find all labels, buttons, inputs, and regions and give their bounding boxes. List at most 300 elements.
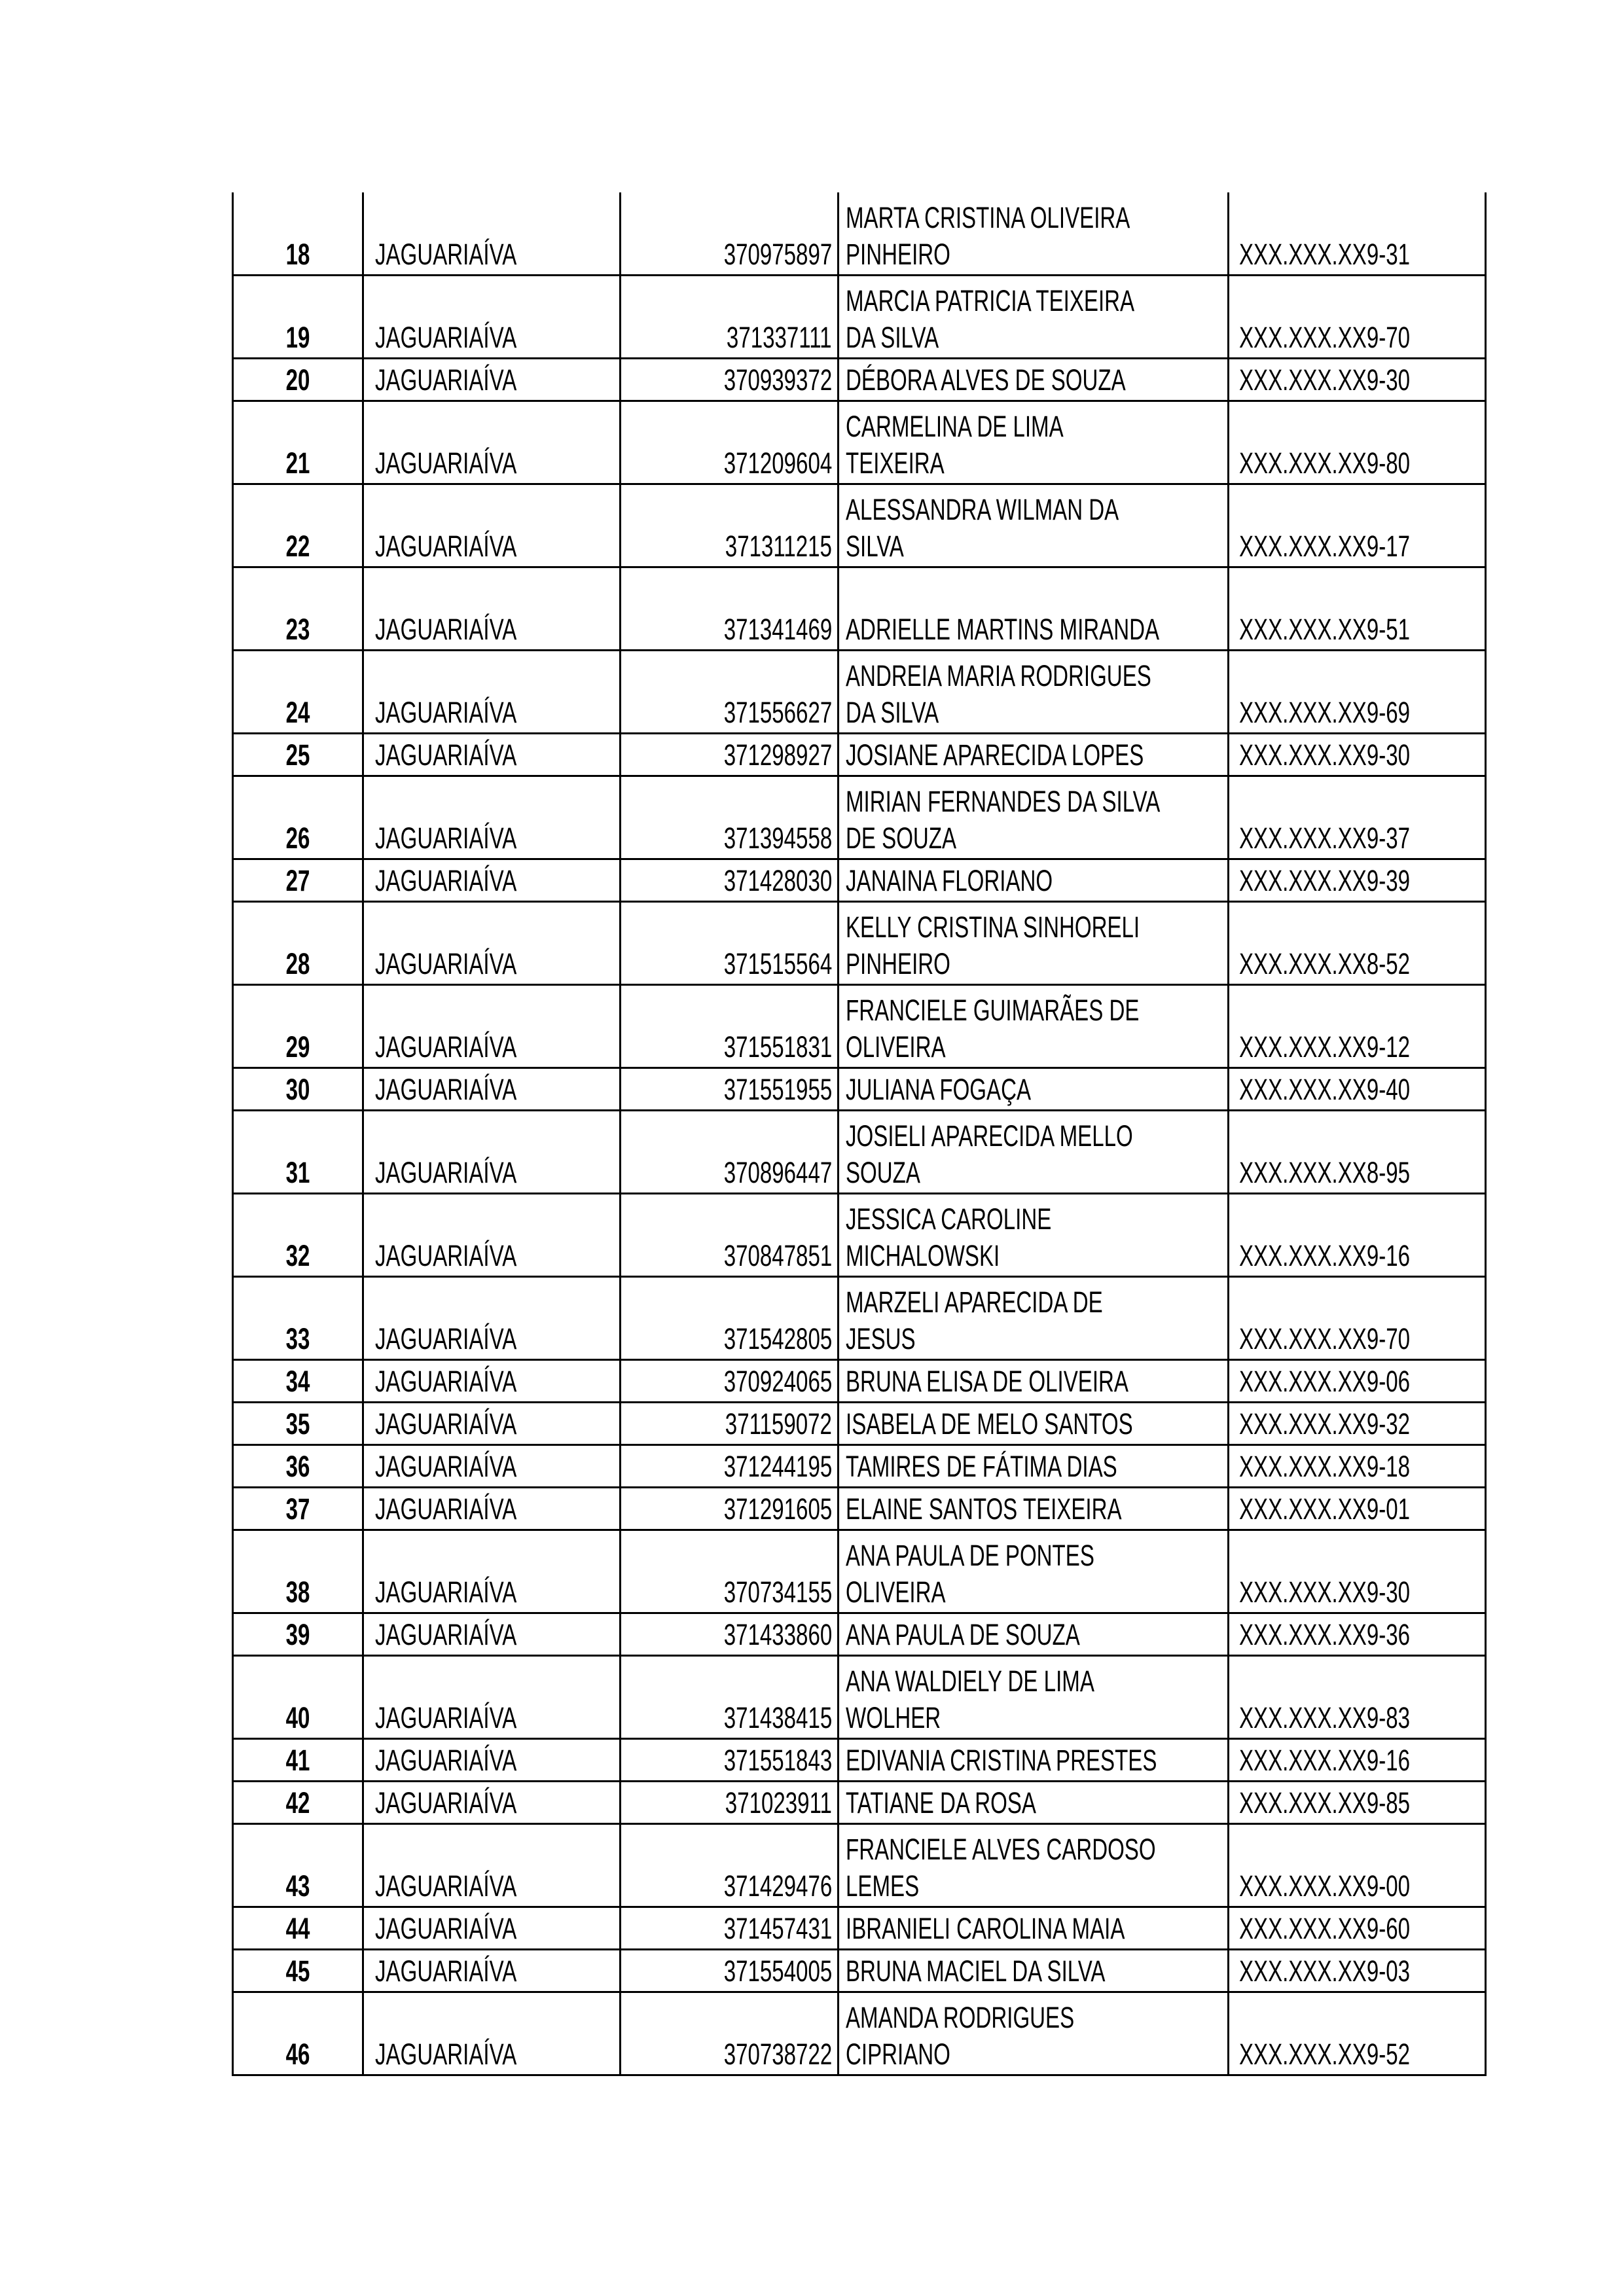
nis-code-cell-text: 370975897 [723, 238, 832, 271]
nis-code-cell [619, 777, 837, 858]
table-row [232, 1278, 1487, 1361]
city-cell [362, 1657, 619, 1738]
row-number-cell-text: 32 [285, 1239, 310, 1272]
nis-code-cell-text: 371298927 [723, 738, 832, 772]
city-cell [362, 276, 619, 357]
table-row [232, 402, 1487, 485]
city-cell [362, 986, 619, 1067]
city-cell-text: JAGUARIAÍVA [375, 1322, 517, 1355]
nis-code-cell-text: 371341469 [723, 613, 832, 646]
cpf-cell [1227, 1446, 1487, 1486]
cpf-cell-text: XXX.XXX.XX9-30 [1239, 1575, 1411, 1609]
row-number-cell [232, 1950, 362, 1991]
table-row [232, 1361, 1487, 1403]
nis-code-cell [619, 1531, 837, 1612]
city-cell [362, 1950, 619, 1991]
name-line: MARZELI APARECIDA DE [846, 1285, 1103, 1319]
row-number-cell [232, 485, 362, 566]
name-line: ADRIELLE MARTINS MIRANDA [846, 613, 1160, 646]
nis-code-cell-text: 371428030 [723, 864, 832, 897]
cpf-cell-text: XXX.XXX.XX9-01 [1239, 1492, 1411, 1526]
row-number-cell [232, 903, 362, 984]
cpf-cell-text: XXX.XXX.XX9-39 [1239, 864, 1411, 897]
table-row [232, 485, 1487, 568]
table-row [232, 1194, 1487, 1278]
row-number-cell [232, 1194, 362, 1276]
name-cell [837, 777, 1227, 858]
row-number-cell-text: 37 [285, 1492, 310, 1526]
cpf-cell [1227, 1194, 1487, 1276]
name-cell [837, 1908, 1227, 1948]
table-row [232, 860, 1487, 903]
row-number-cell-text: 25 [285, 738, 310, 772]
name-line: AMANDA RODRIGUES [846, 2001, 1075, 2034]
cpf-cell [1227, 986, 1487, 1067]
nis-code-cell [619, 1825, 837, 1906]
cpf-cell-text: XXX.XXX.XX9-30 [1239, 363, 1411, 397]
nis-code-cell-text: 370896447 [723, 1156, 832, 1189]
cpf-cell-text: XXX.XXX.XX8-52 [1239, 947, 1411, 980]
cpf-cell-text: XXX.XXX.XX9-52 [1239, 2037, 1411, 2071]
cpf-cell-text: XXX.XXX.XX9-03 [1239, 1954, 1411, 1988]
cpf-cell-text: XXX.XXX.XX9-16 [1239, 1744, 1411, 1777]
row-number-cell-text: 41 [285, 1744, 310, 1777]
nis-code-cell-text: 371311215 [725, 529, 832, 563]
row-number-cell-text: 40 [285, 1701, 310, 1734]
name-line: MIRIAN FERNANDES DA SILVA [846, 785, 1161, 818]
nis-code-cell-text: 371433860 [723, 1618, 832, 1651]
row-number-cell-text: 27 [285, 864, 310, 897]
row-number-cell-text: 35 [285, 1407, 310, 1441]
city-cell [362, 1825, 619, 1906]
row-number-cell-text: 30 [285, 1073, 310, 1106]
name-line: JOSIANE APARECIDA LOPES [846, 738, 1144, 772]
cpf-cell [1227, 1278, 1487, 1359]
name-line: MICHALOWSKI [846, 1239, 1000, 1272]
cpf-cell [1227, 777, 1487, 858]
table-row [232, 192, 1487, 276]
name-line: BRUNA ELISA DE OLIVEIRA [846, 1365, 1128, 1398]
row-number-cell [232, 1740, 362, 1780]
name-line: WOLHER [846, 1701, 941, 1734]
table-row [232, 777, 1487, 860]
city-cell [362, 1278, 619, 1359]
cpf-cell [1227, 1782, 1487, 1823]
city-cell-text: JAGUARIAÍVA [375, 1869, 517, 1903]
name-line: ANDREIA MARIA RODRIGUES [846, 659, 1151, 692]
row-number-cell [232, 1614, 362, 1655]
name-cell [837, 1531, 1227, 1612]
name-cell [837, 1194, 1227, 1276]
cpf-cell-text: XXX.XXX.XX9-70 [1239, 321, 1411, 354]
row-number-cell-text: 21 [285, 446, 310, 480]
nis-code-cell-text: 371556627 [723, 696, 832, 729]
name-cell [837, 1993, 1227, 2074]
name-line: TAMIRES DE FÁTIMA DIAS [846, 1450, 1117, 1483]
cpf-cell-text: XXX.XXX.XX9-17 [1239, 529, 1411, 563]
row-number-cell-text: 23 [285, 613, 310, 646]
cpf-cell [1227, 651, 1487, 732]
row-number-cell [232, 1069, 362, 1109]
nis-code-cell [619, 860, 837, 901]
table-row [232, 1825, 1487, 1908]
city-cell [362, 1531, 619, 1612]
city-cell [362, 651, 619, 732]
city-cell-text: JAGUARIAÍVA [375, 321, 517, 354]
name-cell [837, 1657, 1227, 1738]
city-cell-text: JAGUARIAÍVA [375, 1407, 517, 1441]
cpf-cell-text: XXX.XXX.XX9-36 [1239, 1618, 1411, 1651]
nis-code-cell [619, 903, 837, 984]
name-line: DE SOUZA [846, 821, 957, 855]
nis-code-cell [619, 1194, 837, 1276]
name-line: JESUS [846, 1322, 916, 1355]
name-cell [837, 276, 1227, 357]
cpf-cell [1227, 1740, 1487, 1780]
row-number-cell [232, 1488, 362, 1529]
name-cell [837, 192, 1227, 274]
city-cell [362, 1403, 619, 1444]
nis-code-cell-text: 371457431 [723, 1912, 832, 1945]
cpf-cell-text: XXX.XXX.XX9-12 [1239, 1030, 1411, 1064]
city-cell-text: JAGUARIAÍVA [375, 1912, 517, 1945]
city-cell-text: JAGUARIAÍVA [375, 613, 517, 646]
nis-code-cell-text: 371394558 [723, 821, 832, 855]
city-cell-text: JAGUARIAÍVA [375, 1618, 517, 1651]
city-cell-text: JAGUARIAÍVA [375, 1744, 517, 1777]
city-cell-text: JAGUARIAÍVA [375, 2037, 517, 2071]
name-line: DA SILVA [846, 321, 939, 354]
cpf-cell-text: XXX.XXX.XX9-37 [1239, 821, 1411, 855]
city-cell [362, 1069, 619, 1109]
cpf-cell [1227, 1069, 1487, 1109]
name-cell [837, 1488, 1227, 1529]
nis-code-cell [619, 1782, 837, 1823]
city-cell-text: JAGUARIAÍVA [375, 1365, 517, 1398]
nis-code-cell [619, 1614, 837, 1655]
cpf-cell [1227, 1993, 1487, 2074]
city-cell-text: JAGUARIAÍVA [375, 363, 517, 397]
city-cell [362, 485, 619, 566]
row-number-cell-text: 29 [285, 1030, 310, 1064]
city-cell-text: JAGUARIAÍVA [375, 1030, 517, 1064]
nis-code-cell [619, 568, 837, 649]
row-number-cell [232, 192, 362, 274]
row-number-cell-text: 24 [285, 696, 310, 729]
table-row [232, 1488, 1487, 1531]
row-number-cell-text: 19 [285, 321, 310, 354]
name-cell [837, 1278, 1227, 1359]
nis-code-cell-text: 371244195 [723, 1450, 832, 1483]
table-row [232, 903, 1487, 986]
nis-code-cell [619, 1740, 837, 1780]
name-line: DA SILVA [846, 696, 939, 729]
table-row [232, 568, 1487, 651]
row-number-cell-text: 43 [285, 1869, 310, 1903]
cpf-cell [1227, 1361, 1487, 1401]
table-row [232, 1403, 1487, 1446]
nis-code-cell-text: 371023911 [725, 1786, 832, 1820]
row-number-cell-text: 44 [285, 1912, 310, 1945]
city-cell [362, 192, 619, 274]
cpf-cell [1227, 1531, 1487, 1612]
row-number-cell-text: 33 [285, 1322, 310, 1355]
name-line: BRUNA MACIEL DA SILVA [846, 1954, 1106, 1988]
name-cell [837, 485, 1227, 566]
name-cell [837, 1614, 1227, 1655]
row-number-cell [232, 1111, 362, 1193]
nis-code-cell-text: 370734155 [723, 1575, 832, 1609]
cpf-cell-text: XXX.XXX.XX9-32 [1239, 1407, 1411, 1441]
row-number-cell-text: 38 [285, 1575, 310, 1609]
row-number-cell-text: 26 [285, 821, 310, 855]
city-cell [362, 1194, 619, 1276]
city-cell-text: JAGUARIAÍVA [375, 864, 517, 897]
nis-code-cell [619, 1069, 837, 1109]
nis-code-cell-text: 370738722 [723, 2037, 832, 2071]
nis-code-cell-text: 371542805 [723, 1322, 832, 1355]
table-row [232, 1111, 1487, 1194]
nis-code-cell [619, 1278, 837, 1359]
name-line: JULIANA FOGAÇA [846, 1073, 1032, 1106]
cpf-cell-text: XXX.XXX.XX9-80 [1239, 446, 1411, 480]
name-cell [837, 568, 1227, 649]
row-number-cell [232, 1446, 362, 1486]
name-cell [837, 734, 1227, 775]
nis-code-cell-text: 370939372 [723, 363, 832, 397]
name-cell [837, 1446, 1227, 1486]
beneficiary-table [232, 192, 1487, 2076]
name-line: TATIANE DA ROSA [846, 1786, 1036, 1820]
city-cell [362, 568, 619, 649]
name-line: CARMELINA DE LIMA [846, 410, 1064, 443]
city-cell [362, 1361, 619, 1401]
nis-code-cell [619, 986, 837, 1067]
cpf-cell [1227, 402, 1487, 483]
nis-code-cell [619, 1488, 837, 1529]
city-cell [362, 402, 619, 483]
nis-code-cell [619, 1361, 837, 1401]
table-row [232, 986, 1487, 1069]
cpf-cell-text: XXX.XXX.XX9-51 [1239, 613, 1411, 646]
name-cell [837, 1361, 1227, 1401]
name-cell [837, 903, 1227, 984]
name-cell [837, 1782, 1227, 1823]
nis-code-cell [619, 1657, 837, 1738]
nis-code-cell [619, 1111, 837, 1193]
nis-code-cell-text: 371551831 [723, 1030, 832, 1064]
cpf-cell [1227, 568, 1487, 649]
nis-code-cell [619, 485, 837, 566]
city-cell [362, 359, 619, 400]
name-cell [837, 651, 1227, 732]
city-cell-text: JAGUARIAÍVA [375, 1954, 517, 1988]
row-number-cell [232, 1278, 362, 1359]
row-number-cell-text: 36 [285, 1450, 310, 1483]
city-cell [362, 1446, 619, 1486]
nis-code-cell-text: 371209604 [723, 446, 832, 480]
row-number-cell [232, 1361, 362, 1401]
name-line: IBRANIELI CAROLINA MAIA [846, 1912, 1125, 1945]
cpf-cell [1227, 903, 1487, 984]
name-line: EDIVANIA CRISTINA PRESTES [846, 1744, 1157, 1777]
name-line: OLIVEIRA [846, 1575, 946, 1609]
city-cell-text: JAGUARIAÍVA [375, 529, 517, 563]
city-cell [362, 1740, 619, 1780]
table-row [232, 1782, 1487, 1825]
row-number-cell-text: 45 [285, 1954, 310, 1988]
name-line: ANA WALDIELY DE LIMA [846, 1664, 1094, 1698]
nis-code-cell-text: 371291605 [723, 1492, 832, 1526]
row-number-cell [232, 1825, 362, 1906]
name-line: LEMES [846, 1869, 920, 1903]
city-cell-text: JAGUARIAÍVA [375, 947, 517, 980]
nis-code-cell [619, 192, 837, 274]
row-number-cell-text: 20 [285, 363, 310, 397]
cpf-cell-text: XXX.XXX.XX9-60 [1239, 1912, 1411, 1945]
name-line: FRANCIELE GUIMARÃES DE [846, 994, 1140, 1027]
nis-code-cell-text: 371551843 [723, 1744, 832, 1777]
cpf-cell [1227, 1908, 1487, 1948]
row-number-cell [232, 1531, 362, 1612]
city-cell-text: JAGUARIAÍVA [375, 446, 517, 480]
name-cell [837, 1950, 1227, 1991]
name-line: MARCIA PATRICIA TEIXEIRA [846, 284, 1135, 317]
nis-code-cell-text: 371551955 [723, 1073, 832, 1106]
nis-code-cell [619, 1403, 837, 1444]
name-line: JOSIELI APARECIDA MELLO [846, 1119, 1133, 1153]
name-cell [837, 1403, 1227, 1444]
city-cell-text: JAGUARIAÍVA [375, 238, 517, 271]
city-cell-text: JAGUARIAÍVA [375, 1239, 517, 1272]
name-line: JANAINA FLORIANO [846, 864, 1053, 897]
city-cell-text: JAGUARIAÍVA [375, 821, 517, 855]
name-cell [837, 1069, 1227, 1109]
row-number-cell [232, 986, 362, 1067]
cpf-cell [1227, 1111, 1487, 1193]
cpf-cell [1227, 1657, 1487, 1738]
table-row [232, 276, 1487, 359]
cpf-cell-text: XXX.XXX.XX9-40 [1239, 1073, 1411, 1106]
nis-code-cell [619, 1950, 837, 1991]
cpf-cell-text: XXX.XXX.XX9-18 [1239, 1450, 1411, 1483]
nis-code-cell [619, 734, 837, 775]
name-line: ALESSANDRA WILMAN DA [846, 493, 1119, 526]
row-number-cell-text: 22 [285, 529, 310, 563]
cpf-cell [1227, 1950, 1487, 1991]
cpf-cell [1227, 1488, 1487, 1529]
cpf-cell [1227, 485, 1487, 566]
nis-code-cell [619, 402, 837, 483]
row-number-cell [232, 777, 362, 858]
nis-code-cell-text: 370924065 [723, 1365, 832, 1398]
city-cell [362, 1908, 619, 1948]
name-line: KELLY CRISTINA SINHORELI [846, 910, 1140, 944]
name-line: TEIXEIRA [846, 446, 945, 480]
city-cell-text: JAGUARIAÍVA [375, 696, 517, 729]
city-cell [362, 1782, 619, 1823]
city-cell [362, 903, 619, 984]
row-number-cell-text: 34 [285, 1365, 310, 1398]
name-cell [837, 986, 1227, 1067]
table-row [232, 1993, 1487, 2076]
cpf-cell-text: XXX.XXX.XX9-16 [1239, 1239, 1411, 1272]
name-cell [837, 1740, 1227, 1780]
city-cell-text: JAGUARIAÍVA [375, 1156, 517, 1189]
row-number-cell [232, 276, 362, 357]
cpf-cell-text: XXX.XXX.XX9-85 [1239, 1786, 1411, 1820]
row-number-cell [232, 359, 362, 400]
table-row [232, 1740, 1487, 1782]
nis-code-cell [619, 1908, 837, 1948]
cpf-cell-text: XXX.XXX.XX9-06 [1239, 1365, 1411, 1398]
table-row [232, 1908, 1487, 1950]
name-cell [837, 860, 1227, 901]
row-number-cell-text: 28 [285, 947, 310, 980]
name-line: ELAINE SANTOS TEIXEIRA [846, 1492, 1122, 1526]
name-cell [837, 1825, 1227, 1906]
name-line: OLIVEIRA [846, 1030, 946, 1064]
row-number-cell [232, 1782, 362, 1823]
row-number-cell-text: 31 [285, 1156, 310, 1189]
name-line: MARTA CRISTINA OLIVEIRA [846, 201, 1130, 234]
nis-code-cell-text: 371337111 [727, 321, 832, 354]
city-cell-text: JAGUARIAÍVA [375, 1492, 517, 1526]
cpf-cell-text: XXX.XXX.XX9-70 [1239, 1322, 1411, 1355]
row-number-cell [232, 568, 362, 649]
name-line: FRANCIELE ALVES CARDOSO [846, 1833, 1156, 1866]
name-line: PINHEIRO [846, 238, 950, 271]
city-cell [362, 1488, 619, 1529]
nis-code-cell [619, 1446, 837, 1486]
city-cell-text: JAGUARIAÍVA [375, 738, 517, 772]
row-number-cell [232, 1908, 362, 1948]
name-line: CIPRIANO [846, 2037, 950, 2071]
city-cell [362, 1993, 619, 2074]
row-number-cell [232, 1993, 362, 2074]
table-row [232, 651, 1487, 734]
row-number-cell [232, 734, 362, 775]
cpf-cell-text: XXX.XXX.XX9-30 [1239, 738, 1411, 772]
cpf-cell-text: XXX.XXX.XX9-00 [1239, 1869, 1411, 1903]
nis-code-cell-text: 370847851 [723, 1239, 832, 1272]
cpf-cell [1227, 1403, 1487, 1444]
cpf-cell [1227, 734, 1487, 775]
name-line: ANA PAULA DE SOUZA [846, 1618, 1080, 1651]
nis-code-cell-text: 371554005 [723, 1954, 832, 1988]
row-number-cell [232, 860, 362, 901]
nis-code-cell-text: 371515564 [723, 947, 832, 980]
name-cell [837, 359, 1227, 400]
row-number-cell [232, 1403, 362, 1444]
table-row [232, 359, 1487, 402]
table-row [232, 734, 1487, 777]
nis-code-cell [619, 276, 837, 357]
nis-code-cell-text: 371438415 [723, 1701, 832, 1734]
cpf-cell [1227, 192, 1487, 274]
city-cell [362, 860, 619, 901]
nis-code-cell-text: 371159072 [725, 1407, 832, 1441]
row-number-cell-text: 42 [285, 1786, 310, 1820]
cpf-cell-text: XXX.XXX.XX9-83 [1239, 1701, 1411, 1734]
table-row [232, 1614, 1487, 1657]
name-line: DÉBORA ALVES DE SOUZA [846, 363, 1126, 397]
city-cell-text: JAGUARIAÍVA [375, 1073, 517, 1106]
table-row [232, 1446, 1487, 1488]
city-cell [362, 734, 619, 775]
row-number-cell-text: 18 [285, 238, 310, 271]
name-cell [837, 1111, 1227, 1193]
